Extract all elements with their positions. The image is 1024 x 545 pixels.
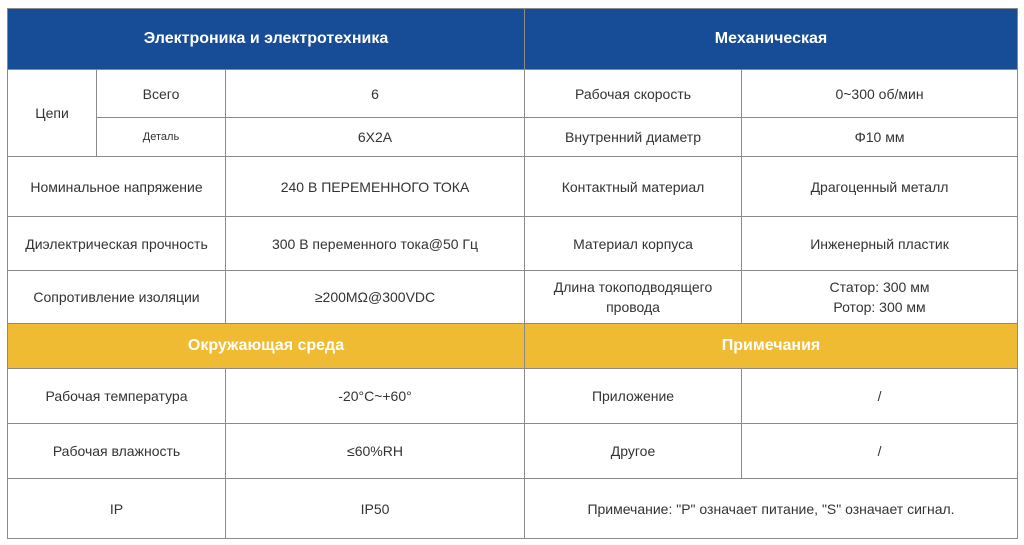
- application-label: Приложение: [525, 369, 742, 424]
- table-row: [8, 424, 1018, 479]
- header-electronics: Электроника и электротехника: [8, 9, 525, 70]
- lead-stator: Статор: 300 мм: [829, 279, 930, 295]
- ip-label: IP: [8, 479, 226, 539]
- header-notes: Примечания: [525, 324, 1018, 369]
- header-environment: Окружающая среда: [8, 324, 525, 369]
- table-row: [8, 70, 1018, 118]
- housing-material-value: Инженерный пластик: [742, 217, 1018, 271]
- humidity-value: ≤60%RH: [226, 424, 525, 479]
- header-row-top: [8, 9, 1018, 70]
- spec-table: [7, 8, 1018, 539]
- voltage-value: 240 В ПЕРЕМЕННОГО ТОКА: [226, 157, 525, 217]
- dielectric-label: Диэлектрическая прочность: [8, 217, 226, 271]
- humidity-label: Рабочая влажность: [8, 424, 226, 479]
- other-value: /: [742, 424, 1018, 479]
- contact-material-label: Контактный материал: [525, 157, 742, 217]
- footnote: Примечание: "P" означает питание, "S" означает сигнал.: [525, 479, 1018, 539]
- temperature-value: -20°C~+60°: [226, 369, 525, 424]
- table-row: [8, 217, 1018, 271]
- inner-diameter-value: Φ10 мм: [742, 118, 1018, 157]
- other-label: Другое: [525, 424, 742, 479]
- dielectric-value: 300 В переменного тока@50 Гц: [226, 217, 525, 271]
- table-row: [8, 157, 1018, 217]
- insulation-label: Сопротивление изоляции: [8, 271, 226, 324]
- housing-material-label: Материал корпуса: [525, 217, 742, 271]
- ip-value: IP50: [226, 479, 525, 539]
- table-row: [8, 479, 1018, 539]
- contact-material-value: Драгоценный металл: [742, 157, 1018, 217]
- application-value: /: [742, 369, 1018, 424]
- temperature-label: Рабочая температура: [8, 369, 226, 424]
- table-row: [8, 271, 1018, 324]
- inner-diameter-label: Внутренний диаметр: [525, 118, 742, 157]
- lead-length-value: [742, 271, 1018, 324]
- circuits-detail-label: Деталь: [97, 118, 226, 157]
- speed-label: Рабочая скорость: [525, 70, 742, 118]
- circuits-total-value: 6: [226, 70, 525, 118]
- lead-length-label: Длина токоподводящего провода: [525, 271, 742, 324]
- lead-rotor: Ротор: 300 мм: [833, 299, 926, 315]
- header-row-bottom: [8, 324, 1018, 369]
- speed-value: 0~300 об/мин: [742, 70, 1018, 118]
- header-mechanical: Механическая: [525, 9, 1018, 70]
- circuits-total-label: Всего: [97, 70, 226, 118]
- table-row: [8, 118, 1018, 157]
- circuits-label: Цепи: [8, 70, 97, 157]
- table-row: [8, 369, 1018, 424]
- circuits-detail-value: 6X2A: [226, 118, 525, 157]
- insulation-value: ≥200MΩ@300VDC: [226, 271, 525, 324]
- voltage-label: Номинальное напряжение: [8, 157, 226, 217]
